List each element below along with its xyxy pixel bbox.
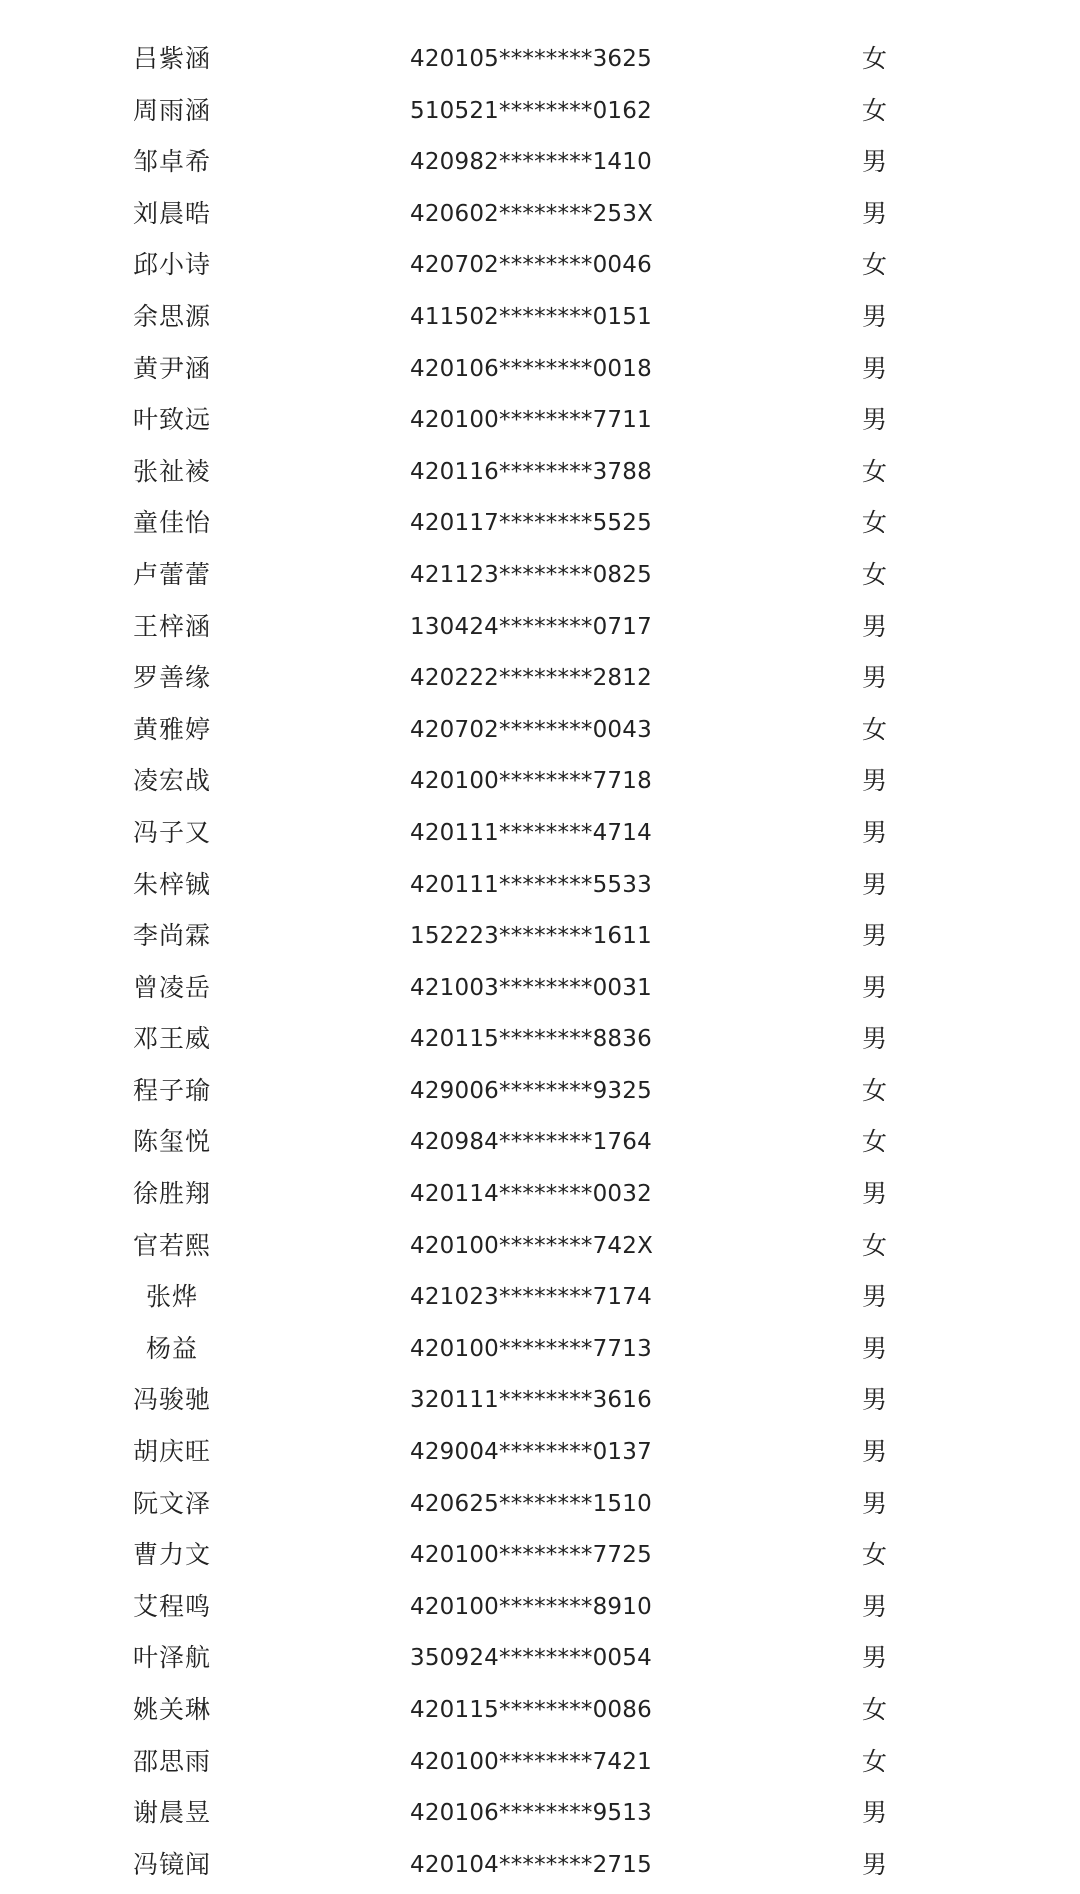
list-item (0, 140, 1080, 192)
masked-id-number: 152223********1611 (410, 923, 652, 950)
list-item (0, 243, 1080, 295)
list-item (0, 1533, 1080, 1585)
person-name: 胡庆旺 (133, 1437, 212, 1467)
list-item (0, 863, 1080, 915)
person-name: 叶致远 (133, 405, 212, 435)
masked-id-number: 420222********2812 (410, 665, 652, 692)
person-name: 冯镜闻 (133, 1849, 212, 1879)
person-name: 谢晨昱 (133, 1798, 212, 1828)
person-name: 冯子又 (133, 817, 212, 847)
gender-value: 女 (862, 456, 888, 486)
list-item (0, 1430, 1080, 1482)
person-name: 邵思雨 (133, 1746, 212, 1776)
person-name: 李尚霖 (133, 921, 212, 951)
gender-value: 女 (862, 95, 888, 125)
list-item (0, 553, 1080, 605)
masked-id-number: 420100********7718 (410, 768, 652, 795)
list-item (0, 1688, 1080, 1740)
list-item (0, 295, 1080, 347)
gender-value: 男 (862, 1437, 888, 1467)
list-item (0, 1585, 1080, 1637)
list-item (0, 1791, 1080, 1843)
gender-value: 女 (862, 1230, 888, 1260)
list-item (0, 708, 1080, 760)
person-name: 曹力文 (133, 1540, 212, 1570)
gender-value: 男 (862, 1333, 888, 1363)
list-item (0, 89, 1080, 141)
masked-id-number: 429006********9325 (410, 1077, 652, 1104)
gender-value: 男 (862, 1798, 888, 1828)
gender-value: 女 (862, 559, 888, 589)
masked-id-number: 510521********0162 (410, 97, 652, 124)
gender-value: 女 (862, 44, 888, 73)
gender-value: 男 (862, 353, 888, 383)
masked-id-number: 420702********0046 (410, 252, 652, 279)
masked-id-number: 350924********0054 (410, 1645, 652, 1672)
list-item (0, 192, 1080, 244)
masked-id-number: 420117********5525 (410, 510, 652, 537)
masked-id-number: 420111********4714 (410, 819, 652, 846)
gender-value: 男 (862, 611, 888, 641)
gender-value: 男 (862, 301, 888, 331)
person-name: 邓王威 (133, 1024, 212, 1054)
person-name: 张烨 (146, 1282, 199, 1312)
person-name: 程子瑜 (133, 1075, 212, 1105)
gender-value: 女 (862, 1695, 888, 1724)
list-item (0, 1482, 1080, 1534)
masked-id-number: 420100********7421 (410, 1748, 652, 1775)
masked-id-number: 420111********5533 (410, 871, 652, 898)
person-name: 陈玺悦 (133, 1127, 212, 1157)
list-item (0, 1224, 1080, 1276)
list-item (0, 37, 1080, 89)
list-item (0, 759, 1080, 811)
gender-value: 女 (862, 250, 888, 280)
gender-value: 男 (862, 817, 888, 847)
person-name: 余思源 (133, 301, 212, 331)
list-item (0, 1843, 1080, 1894)
person-name: 杨益 (146, 1333, 199, 1363)
gender-value: 男 (862, 869, 888, 899)
list-item (0, 1172, 1080, 1224)
list-item (0, 914, 1080, 966)
list-item (0, 1017, 1080, 1069)
person-name: 吕紫涵 (133, 44, 212, 73)
person-name: 姚关琳 (133, 1695, 212, 1724)
masked-id-number: 420116********3788 (410, 458, 652, 485)
masked-id-number: 420100********7725 (410, 1542, 652, 1569)
list-item (0, 1120, 1080, 1172)
list-item (0, 1378, 1080, 1430)
person-name: 张祉裬 (133, 456, 212, 486)
masked-id-number: 420100********7711 (410, 407, 652, 434)
list-item (0, 1275, 1080, 1327)
gender-value: 男 (862, 921, 888, 951)
gender-value: 男 (862, 1488, 888, 1518)
person-name: 卢蕾蕾 (133, 559, 212, 589)
person-name: 冯骏驰 (133, 1385, 212, 1415)
list-item (0, 501, 1080, 553)
gender-value: 女 (862, 1746, 888, 1776)
masked-id-number: 420106********0018 (410, 355, 652, 382)
masked-id-number: 420114********0032 (410, 1181, 652, 1208)
masked-id-number: 420702********0043 (410, 716, 652, 743)
list-item (0, 656, 1080, 708)
gender-value: 男 (862, 405, 888, 435)
masked-id-number: 420602********253X (410, 200, 654, 227)
list-item (0, 347, 1080, 399)
person-name: 徐胜翔 (133, 1179, 212, 1209)
person-name: 周雨涵 (133, 95, 212, 125)
masked-id-number: 420105********3625 (410, 46, 652, 72)
masked-id-number: 420115********0086 (410, 1697, 652, 1723)
gender-value: 男 (862, 1643, 888, 1673)
gender-value: 男 (862, 1024, 888, 1054)
gender-value: 男 (862, 1385, 888, 1415)
person-name: 叶泽航 (133, 1643, 212, 1673)
person-name: 王梓涵 (133, 611, 212, 641)
list-item (0, 1740, 1080, 1792)
gender-value: 男 (862, 766, 888, 796)
masked-id-number: 420115********8836 (410, 1026, 652, 1053)
gender-value: 男 (862, 663, 888, 693)
masked-id-number: 421023********7174 (410, 1284, 652, 1311)
masked-id-number: 421123********0825 (410, 561, 652, 588)
masked-id-number: 420100********8910 (410, 1593, 652, 1620)
person-name: 曾凌岳 (133, 972, 212, 1002)
masked-id-number: 420104********2715 (410, 1851, 652, 1878)
list-item (0, 398, 1080, 450)
list-item (0, 966, 1080, 1018)
masked-id-number: 130424********0717 (410, 613, 652, 640)
person-name: 刘晨晧 (133, 198, 212, 228)
masked-id-number: 420106********9513 (410, 1800, 652, 1827)
gender-value: 女 (862, 714, 888, 744)
list-item (0, 450, 1080, 502)
person-name: 罗善缘 (133, 663, 212, 693)
list-item (0, 1636, 1080, 1688)
masked-id-number: 420982********1410 (410, 149, 652, 176)
gender-value: 男 (862, 972, 888, 1002)
masked-id-number: 429004********0137 (410, 1439, 652, 1466)
person-name: 黄雅婷 (133, 714, 212, 744)
person-name: 艾程鸣 (133, 1591, 212, 1621)
person-name: 阮文泽 (133, 1488, 212, 1518)
gender-value: 男 (862, 1179, 888, 1209)
gender-value: 男 (862, 1282, 888, 1312)
list-item (0, 811, 1080, 863)
masked-id-number: 420625********1510 (410, 1490, 652, 1517)
masked-id-number: 420100********7713 (410, 1335, 652, 1362)
masked-id-number: 320111********3616 (410, 1387, 652, 1414)
masked-id-number: 411502********0151 (410, 303, 652, 330)
gender-value: 男 (862, 1591, 888, 1621)
gender-value: 男 (862, 1849, 888, 1879)
gender-value: 女 (862, 1075, 888, 1105)
person-name: 黄尹涵 (133, 353, 212, 383)
person-name: 凌宏战 (133, 766, 212, 796)
gender-value: 女 (862, 1127, 888, 1157)
person-name: 官若熙 (133, 1230, 212, 1260)
masked-id-number: 421003********0031 (410, 974, 652, 1001)
person-name: 邱小诗 (133, 250, 212, 280)
masked-id-number: 420100********742X (410, 1232, 654, 1259)
masked-id-number: 420984********1764 (410, 1129, 652, 1156)
person-name: 童佳怡 (133, 508, 212, 538)
person-name: 朱梓铖 (133, 869, 212, 899)
gender-value: 男 (862, 198, 888, 228)
gender-value: 女 (862, 1540, 888, 1570)
name-list (0, 37, 1080, 1894)
list-item (0, 1327, 1080, 1379)
person-name: 邹卓希 (133, 147, 212, 177)
gender-value: 女 (862, 508, 888, 538)
list-item (0, 605, 1080, 657)
list-item (0, 1069, 1080, 1121)
gender-value: 男 (862, 147, 888, 177)
